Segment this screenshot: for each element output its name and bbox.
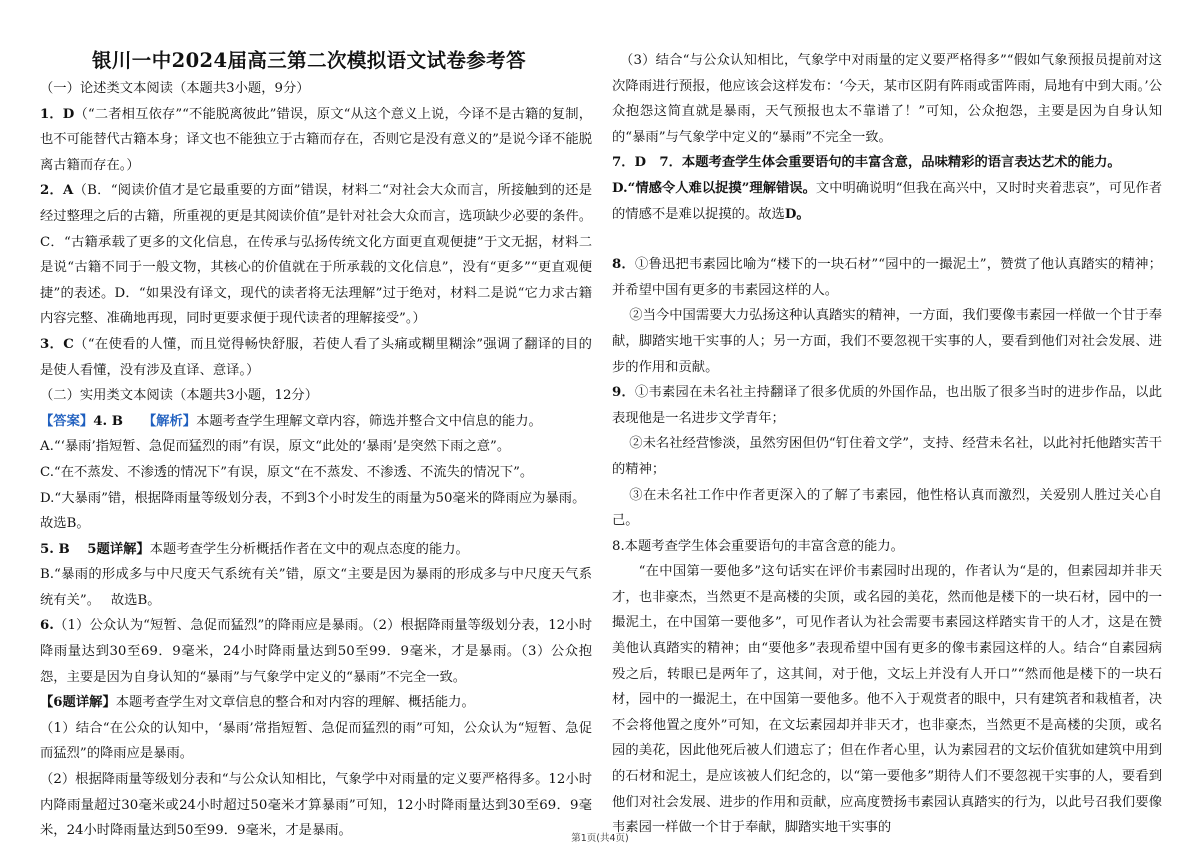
answer-q6-point-3: （3）结合“与公众认知相比，气象学中对雨量的定义要严格得多”“假如气象预报员提前对这次降雨进行预报，他应该会这样发布：‘今天，某市区阴有阵雨或雷阵雨，局地有中到大雨。’公众抱怨这简直就是暴雨，天气预报也太不靠谱了！”可知，公众抱怨，主要是因为自身认知的“暴雨”与气象学中定义的“暴雨”不完全一致。 bbox=[612, 53, 1162, 145]
answer-q8-detail: 8.本题考查学生体会重要语句的丰富含意的能力。 bbox=[612, 538, 904, 554]
answer-text: 本题考查学生理解文章内容，筛选并整合文中信息的能力。 bbox=[196, 413, 542, 429]
answer-q2 bbox=[40, 178, 592, 332]
answer-q4-option-d: D.“大暴雨”错，根据降雨量等级划分表，不到3个小时发生的雨量为50毫米的降雨应为暴雨。 故选B。 bbox=[40, 490, 579, 532]
detail-tag: 5题详解】 bbox=[87, 541, 150, 557]
left-column bbox=[40, 76, 592, 844]
question-number: 2．A bbox=[40, 183, 74, 199]
answer-text: （1）公众认为“短暂、急促而猛烈”的降雨应是暴雨。（2）根据降雨量等级划分表，12小时降雨量达到30至69．9毫米，24小时降雨量达到50至99．9毫米，才是暴雨。（3）公众抱怨，主要是因为自身认知的“暴雨”与气象学中定义的“暴雨”不完全一致。 bbox=[40, 618, 592, 685]
answer-text: （“二者相互依存”“不能脱离彼此”错误，原文“从这个意义上说，今译不是古籍的复制，也不可能替代古籍本身；译文也不能独立于古籍而存在，否则它是没有意义的”是说今译不能脱离古籍而存在。） bbox=[40, 106, 592, 173]
section-heading-2: （二）实用类文本阅读（本题共3小题，12分） bbox=[40, 388, 319, 404]
answer-q8-analysis: “在中国第一要他多”这句话实在评价韦素园时出现的，作者认为“是的，但素园却并非天才，也非豪杰，当然更不是高楼的尖顶，或名园的美花，然而他是楼下的一块石材，园中的一撮泥土，在中国第一要他多”，可见作者认为社会需要韦素园这样踏实肯干的人才，这是在赞美他认真踏实的精神；由“要他多”表现希望中国有更多的像韦素园这样的人。结合“自素园病殁之后，转眼已是两年了，这其间，对于他，文坛上并没有人开口”“然而他是楼下的一块石材，园中的一撮泥土，在中国第一要他多。他不入于观赏者的眼中，只有建筑者和栽植者，决不会将他置之度外”可知，在文坛素园却并非天才，也非豪杰，当然更不是高楼的尖顶，或名园的美花，因此他死后被人们遗忘了；但在作者心里，认为素园君的文坛价值犹如建筑中用到的石材和泥土，是应该被人们纪念的，以“第一要他多”期待人们不要忽视干实事的人，要看到他们对社会发展、进步的作用和贡献，应高度赞扬韦素园认真踏实的行为，以此号召我们要像韦素园一样做一个甘于奉献，脚踏实地干实事的 bbox=[612, 564, 1162, 836]
answer-q4 bbox=[40, 409, 592, 435]
page-footer: 第1页(共4页) bbox=[571, 833, 629, 844]
analysis-tag: 【解析】 bbox=[149, 413, 197, 429]
answer-q4-option-c: C.“在不蒸发、不渗透的情况下”有误，原文“在不蒸发、不渗透、不流失的情况下”。 bbox=[40, 464, 534, 480]
question-number: 8． bbox=[612, 257, 635, 273]
question-number: 9． bbox=[612, 385, 635, 401]
answer-q7-option-d: D.“情感令人难以捉摸”理解错误。文中明确说明“但我在高兴中，又时时夹着悲哀”，可见作者的情感不是难以捉摸的。故选D。 bbox=[612, 180, 1162, 222]
spacer bbox=[612, 227, 1162, 252]
answer-q6-detail: 【6题详解】本题考查学生对文章信息的整合和对内容的理解、概括能力。 bbox=[40, 695, 475, 711]
answer-q9: 9．①韦素园在未名社主持翻译了很多优质的外国作品，也出版了很多当时的进步作品，以此表现他是一名进步文学青年； bbox=[612, 385, 1162, 426]
answer-q9-point-3: ③在未名社工作中作者更深入的了解了韦素园，他性格认真而激烈，关爱别人胜过关心自己。 bbox=[612, 487, 1162, 529]
question-number: 3．C bbox=[40, 336, 74, 352]
answer-q4-option-a: A.“‘暴雨’指短暂、急促而猛烈的雨”有误，原文“此处的‘暴雨’是突然下雨之意”。 bbox=[40, 439, 511, 455]
answer-q6 bbox=[40, 613, 592, 690]
answer-q8-point-2: ②当今中国需要大力弘扬这种认真踏实的精神，一方面，我们要像韦素园一样做一个甘于奉献，脚踏实地干实事的人；另一方面，我们不要忽视干实事的人，要看到他们对社会发展、进步的作用和贡献。 bbox=[612, 308, 1162, 375]
answer-q5 bbox=[40, 537, 592, 563]
answer-q6-point-1: （1）结合“在公众的认知中，‘暴雨’常指短暂、急促而猛烈的雨”可知，公众认为“短暂、急促而猛烈”的降雨应是暴雨。 bbox=[40, 720, 592, 762]
answer-text: （B．“阅读价值才是它最重要的方面”错误，材料二“对社会大众而言，所接触到的还是经过整理之后的古籍，所重视的更是其阅读价值”是针对社会大众而言，选项缺少必要的条件。C．“古籍承载了更多的文化信息，在传承与弘扬传统文化方面更直观便捷”于文无据，材料二是说“古籍不同于一般文物，其核心的价值就在于所承载的文化信息”，没有“更多”“更直观便捷”的表述。D．“如果没有译文，现代的读者将无法理解”过于绝对，材料二是说“它力求古籍内容完整、准确地再现，同时更要求便于现代读者的理解接受”。） bbox=[40, 183, 592, 327]
answer-q8: 8．①鲁迅把韦素园比喻为“楼下的一块石材”“园中的一撮泥土”，赞赏了他认真踏实的精神；并希望中国有更多的韦素园这样的人。 bbox=[612, 257, 1162, 298]
question-number: 5. B bbox=[40, 541, 70, 557]
question-number: 1．D bbox=[40, 106, 75, 122]
answer-q7: 7．D 7．本题考查学生体会重要语句的丰富含意，品味精彩的语言表达艺术的能力。 bbox=[612, 155, 1121, 171]
page-title: 银川一中2024届高三第二次模拟语文试卷参考答 bbox=[92, 49, 526, 72]
right-column bbox=[612, 48, 1162, 841]
answer-q1 bbox=[40, 102, 592, 179]
answer-q3 bbox=[40, 332, 592, 383]
answer-text: 本题考查学生分析概括作者在文中的观点态度的能力。 bbox=[149, 541, 469, 557]
answer-q5-option-b: B.“暴雨的形成多与中尺度天气系统有关”错，原文“主要是因为暴雨的形成多与中尺度天气系统有关”。 故选B。 bbox=[40, 567, 592, 608]
question-number: 6. bbox=[40, 618, 54, 634]
detail-tag: 【6题详解】 bbox=[40, 695, 116, 711]
section-heading-1: （一）论述类文本阅读（本题共3小题，9分） bbox=[40, 81, 310, 96]
answer-q6-point-2: （2）根据降雨量等级划分表和“与公众认知相比，气象学中对雨量的定义要严格得多。12小时内降雨量超过30毫米或24小时超过50毫米才算暴雨”可知，12小时降雨量达到30至69．9毫米，24小时降雨量达到50至99．9毫米，才是暴雨。 bbox=[40, 772, 592, 839]
answer-tag: 【答案】 bbox=[40, 413, 94, 429]
answer-q9-point-2: ②未名社经营惨淡，虽然穷困但仍“钉住着文学”，支持、经营未名社，以此衬托他踏实苦干的精神； bbox=[612, 436, 1162, 477]
question-number: 4. B bbox=[93, 413, 123, 429]
answer-text: （“在使看的人懂，而且觉得畅快舒服，若使人看了头痛或糊里糊涂”强调了翻译的目的是使人看懂，没有涉及直译、意译。） bbox=[40, 336, 592, 378]
